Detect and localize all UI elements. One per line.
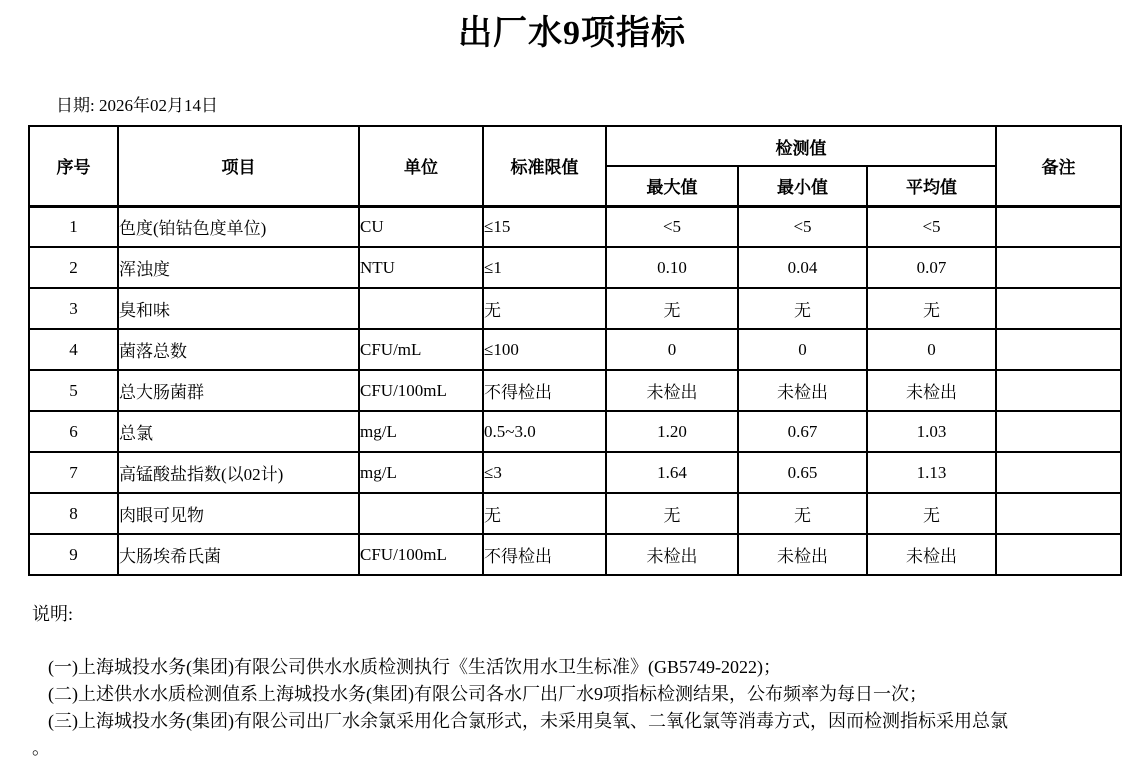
notes-list bbox=[48, 654, 1144, 735]
table-row bbox=[29, 534, 1121, 575]
cell-limit: ≤100 bbox=[483, 329, 606, 370]
cell-no: 8 bbox=[29, 493, 118, 534]
date-label: 日期: 2026年02月14日 bbox=[56, 96, 218, 115]
note-line-3: (三)上海城投水务(集团)有限公司出厂水余氯采用化合氯形式，未采用臭氧、二氧化氯等消毒方式，因而检测指标采用总氯 bbox=[48, 711, 1008, 731]
cell-no: 3 bbox=[29, 288, 118, 329]
cell-limit: ≤1 bbox=[483, 247, 606, 288]
cell-no: 1 bbox=[29, 206, 118, 247]
cell-min: 未检出 bbox=[738, 534, 867, 575]
cell-avg: 0.07 bbox=[867, 247, 996, 288]
cell-max: 1.64 bbox=[606, 452, 738, 493]
header-max: 最大值 bbox=[606, 166, 738, 206]
cell-max: 1.20 bbox=[606, 411, 738, 452]
water-quality-table bbox=[28, 125, 1122, 576]
header-limit: 标准限值 bbox=[483, 126, 606, 206]
cell-min: 未检出 bbox=[738, 370, 867, 411]
table-row bbox=[29, 493, 1121, 534]
cell-no: 9 bbox=[29, 534, 118, 575]
header-avg: 平均值 bbox=[867, 166, 996, 206]
table-row bbox=[29, 247, 1121, 288]
cell-item: 总大肠菌群 bbox=[118, 370, 359, 411]
cell-min: 0.04 bbox=[738, 247, 867, 288]
cell-min: 0 bbox=[738, 329, 867, 370]
cell-item: 总氯 bbox=[118, 411, 359, 452]
cell-unit: CFU/100mL bbox=[359, 370, 483, 411]
cell-min: 无 bbox=[738, 288, 867, 329]
cell-unit: NTU bbox=[359, 247, 483, 288]
table-row bbox=[29, 452, 1121, 493]
cell-avg: 无 bbox=[867, 493, 996, 534]
cell-avg: <5 bbox=[867, 206, 996, 247]
cell-max: 无 bbox=[606, 493, 738, 534]
cell-remark bbox=[996, 534, 1121, 575]
cell-avg: 无 bbox=[867, 288, 996, 329]
cell-unit: mg/L bbox=[359, 452, 483, 493]
cell-remark bbox=[996, 206, 1121, 247]
cell-item: 大肠埃希氏菌 bbox=[118, 534, 359, 575]
cell-limit: 不得检出 bbox=[483, 370, 606, 411]
note-line-2: (二)上述供水水质检测值系上海城投水务(集团)有限公司各水厂出厂水9项指标检测结果，公布频率为每日一次； bbox=[48, 684, 927, 704]
cell-avg: 1.03 bbox=[867, 411, 996, 452]
cell-limit: 0.5~3.0 bbox=[483, 411, 606, 452]
table-row bbox=[29, 288, 1121, 329]
cell-unit: CU bbox=[359, 206, 483, 247]
cell-unit bbox=[359, 493, 483, 534]
cell-remark bbox=[996, 452, 1121, 493]
cell-no: 2 bbox=[29, 247, 118, 288]
cell-remark bbox=[996, 411, 1121, 452]
cell-unit: CFU/100mL bbox=[359, 534, 483, 575]
table-row bbox=[29, 329, 1121, 370]
cell-item: 菌落总数 bbox=[118, 329, 359, 370]
header-item: 项目 bbox=[118, 126, 359, 206]
table-row bbox=[29, 206, 1121, 247]
cell-limit: 不得检出 bbox=[483, 534, 606, 575]
note-trailing-period: 。 bbox=[32, 738, 50, 758]
header-no: 序号 bbox=[29, 126, 118, 206]
table-header-row-top bbox=[29, 126, 1121, 166]
cell-no: 4 bbox=[29, 329, 118, 370]
cell-unit: CFU/mL bbox=[359, 329, 483, 370]
cell-max: 0 bbox=[606, 329, 738, 370]
cell-max: 0.10 bbox=[606, 247, 738, 288]
header-min: 最小值 bbox=[738, 166, 867, 206]
table-row bbox=[29, 370, 1121, 411]
cell-item: 高锰酸盐指数(以02计) bbox=[118, 452, 359, 493]
cell-item: 色度(铂钴色度单位) bbox=[118, 206, 359, 247]
cell-item: 浑浊度 bbox=[118, 247, 359, 288]
cell-avg: 未检出 bbox=[867, 534, 996, 575]
cell-max: <5 bbox=[606, 206, 738, 247]
cell-item: 臭和味 bbox=[118, 288, 359, 329]
cell-max: 未检出 bbox=[606, 370, 738, 411]
page-title: 出厂水9项指标 bbox=[458, 15, 686, 52]
cell-min: <5 bbox=[738, 206, 867, 247]
cell-remark bbox=[996, 288, 1121, 329]
cell-avg: 0 bbox=[867, 329, 996, 370]
cell-min: 0.65 bbox=[738, 452, 867, 493]
cell-unit bbox=[359, 288, 483, 329]
cell-limit: 无 bbox=[483, 288, 606, 329]
cell-limit: ≤3 bbox=[483, 452, 606, 493]
cell-min: 0.67 bbox=[738, 411, 867, 452]
cell-remark bbox=[996, 247, 1121, 288]
cell-max: 未检出 bbox=[606, 534, 738, 575]
cell-no: 5 bbox=[29, 370, 118, 411]
cell-remark bbox=[996, 329, 1121, 370]
table-row bbox=[29, 411, 1121, 452]
cell-max: 无 bbox=[606, 288, 738, 329]
notes-heading: 说明: bbox=[32, 604, 74, 624]
cell-limit: 无 bbox=[483, 493, 606, 534]
header-remark: 备注 bbox=[996, 126, 1121, 206]
note-line-1: (一)上海城投水务(集团)有限公司供水水质检测执行《生活饮用水卫生标准》(GB5749-2022)； bbox=[48, 657, 781, 677]
cell-limit: ≤15 bbox=[483, 206, 606, 247]
cell-remark bbox=[996, 370, 1121, 411]
cell-no: 7 bbox=[29, 452, 118, 493]
cell-no: 6 bbox=[29, 411, 118, 452]
cell-remark bbox=[996, 493, 1121, 534]
cell-avg: 未检出 bbox=[867, 370, 996, 411]
cell-avg: 1.13 bbox=[867, 452, 996, 493]
header-detection-group: 检测值 bbox=[606, 126, 996, 166]
cell-item: 肉眼可见物 bbox=[118, 493, 359, 534]
header-unit: 单位 bbox=[359, 126, 483, 206]
cell-min: 无 bbox=[738, 493, 867, 534]
cell-unit: mg/L bbox=[359, 411, 483, 452]
